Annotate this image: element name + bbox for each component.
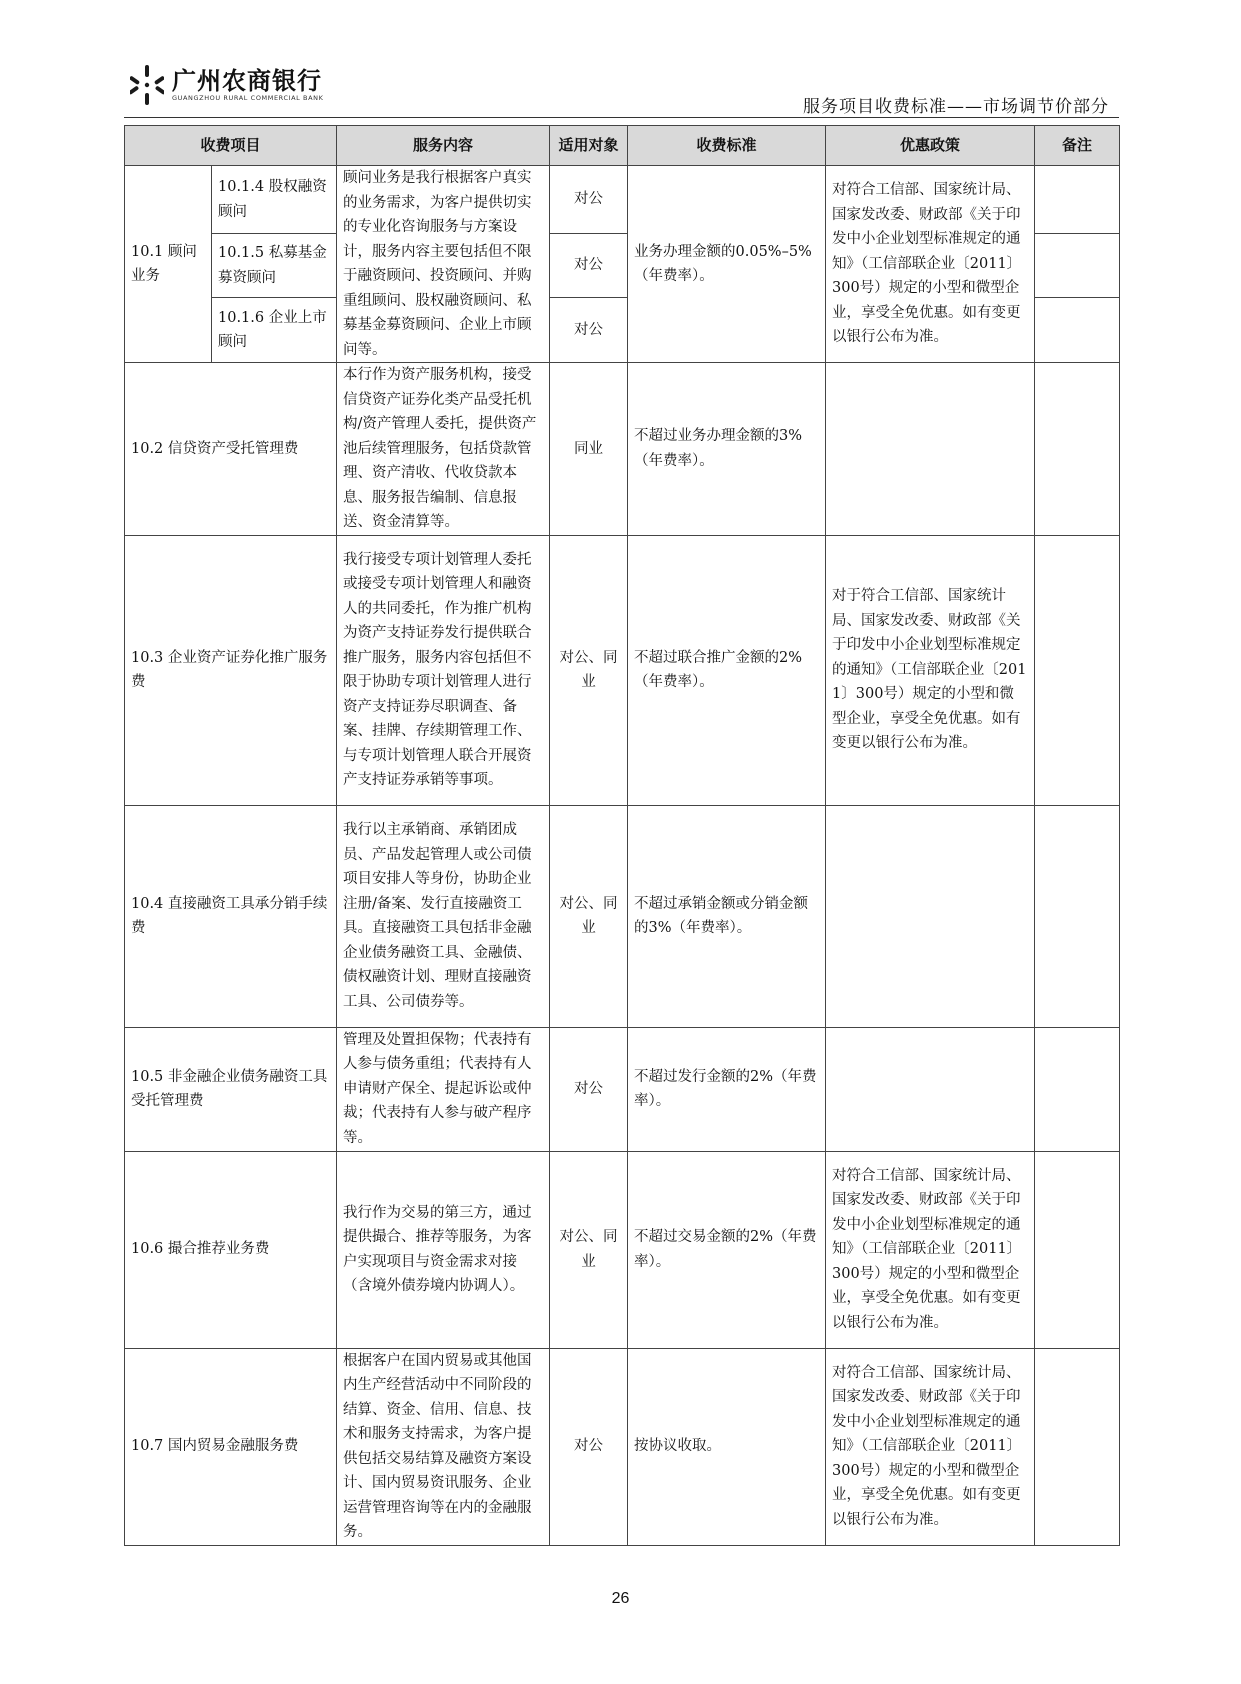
logo-name-cn: 广州农商银行 [172, 66, 322, 95]
header-remarks: 备注 [1035, 126, 1120, 166]
fee-table [124, 125, 1120, 1546]
sub-item-label: 10.1.6 企业上市顾问 [212, 298, 337, 363]
table-header-row [125, 126, 1120, 166]
fee-item-label: 10.6 撮合推荐业务费 [125, 1151, 337, 1348]
fee-item-label: 10.2 信贷资产受托管理费 [125, 363, 337, 536]
remarks-cell [1035, 1348, 1120, 1545]
target-cell: 对公 [550, 1348, 628, 1545]
section-title: 服务项目收费标准——市场调节价部分 [803, 97, 1109, 117]
header-fee-standard: 收费标准 [628, 126, 826, 166]
service-content: 我行接受专项计划管理人委托或接受专项计划管理人和融资人的共同委托，作为推广机构为资产支持证券发行提供联合推广服务，服务内容包括但不限于协助专项计划管理人进行资产支持证券尽职调查、备案、挂牌、存续期管理工作、与专项计划管理人联合开展资产支持证券承销等事项。 [337, 535, 550, 805]
target-cell: 对公 [550, 1027, 628, 1151]
fee-standard: 不超过承销金额或分销金额的3%（年费率）。 [628, 805, 826, 1027]
table-row [125, 1151, 1120, 1348]
target-cell: 对公 [550, 298, 628, 363]
target-cell: 同业 [550, 363, 628, 536]
remarks-cell [1035, 535, 1120, 805]
header-divider [124, 117, 1119, 118]
service-content: 根据客户在国内贸易或其他国内生产经营活动中不同阶段的结算、资金、信用、信息、技术和服务支持需求，为客户提供包括交易结算及融资方案设计、国内贸易资讯服务、企业运营管理咨询等在内的金融服务。 [337, 1348, 550, 1545]
discount-policy [826, 805, 1035, 1027]
remarks-cell [1035, 1027, 1120, 1151]
remarks-cell [1035, 363, 1120, 536]
target-cell: 对公、同业 [550, 1151, 628, 1348]
fee-standard: 按协议收取。 [628, 1348, 826, 1545]
target-cell: 对公、同业 [550, 535, 628, 805]
service-content: 管理及处置担保物；代表持有人参与债务重组；代表持有人申请财产保全、提起诉讼或仲裁；代表持有人参与破产程序等。 [337, 1027, 550, 1151]
header-discount-policy: 优惠政策 [826, 126, 1035, 166]
fee-standard: 不超过联合推广金额的2%（年费率）。 [628, 535, 826, 805]
discount-policy: 对符合工信部、国家统计局、国家发改委、财政部《关于印发中小企业划型标准规定的通知》（工信部联企业〔2011〕300号）规定的小型和微型企业，享受全免优惠。如有变更以银行公布为准。 [826, 1151, 1035, 1348]
group-label: 10.1 顾问业务 [125, 166, 212, 363]
service-content: 顾问业务是我行根据客户真实的业务需求，为客户提供切实的专业化咨询服务与方案设计，服务内容主要包括但不限于融资顾问、投资顾问、并购重组顾问、股权融资顾问、私募基金募资顾问、企业上市顾问等。 [337, 166, 550, 363]
discount-policy: 对于符合工信部、国家统计局、国家发改委、财政部《关于印发中小企业划型标准规定的通知》（工信部联企业〔2011〕300号）规定的小型和微型企业，享受全免优惠。如有变更以银行公布为准。 [826, 535, 1035, 805]
table-row [125, 166, 1120, 234]
fee-standard: 不超过业务办理金额的3%（年费率）。 [628, 363, 826, 536]
discount-policy: 对符合工信部、国家统计局、国家发改委、财政部《关于印发中小企业划型标准规定的通知》（工信部联企业〔2011〕300号）规定的小型和微型企业，享受全免优惠。如有变更以银行公布为准。 [826, 1348, 1035, 1545]
sub-item-label: 10.1.4 股权融资顾问 [212, 166, 337, 234]
remarks-cell [1035, 1151, 1120, 1348]
table-row [125, 1348, 1120, 1545]
fee-item-label: 10.4 直接融资工具承分销手续费 [125, 805, 337, 1027]
remarks-cell [1035, 805, 1120, 1027]
header-target: 适用对象 [550, 126, 628, 166]
fee-item-label: 10.7 国内贸易金融服务费 [125, 1348, 337, 1545]
fee-standard: 业务办理金额的0.05%–5%（年费率）。 [628, 166, 826, 363]
target-cell: 对公、同业 [550, 805, 628, 1027]
service-content: 我行作为交易的第三方，通过提供撮合、推荐等服务，为客户实现项目与资金需求对接（含境外债券境内协调人）。 [337, 1151, 550, 1348]
table-row [125, 805, 1120, 1027]
remarks-cell [1035, 298, 1120, 363]
fee-item-label: 10.3 企业资产证券化推广服务费 [125, 535, 337, 805]
discount-policy [826, 1027, 1035, 1151]
page-number: 26 [611, 1590, 630, 1607]
fee-item-label: 10.5 非金融企业债务融资工具受托管理费 [125, 1027, 337, 1151]
service-content: 我行以主承销商、承销团成员、产品发起管理人或公司债项目安排人等身份，协助企业注册/备案、发行直接融资工具。直接融资工具包括非金融企业债务融资工具、金融债、债权融资计划、理财直接融资工具、公司债券等。 [337, 805, 550, 1027]
sub-item-label: 10.1.5 私募基金募资顾问 [212, 234, 337, 298]
target-cell: 对公 [550, 166, 628, 234]
logo-name-en: GUANGZHOU RURAL COMMERCIAL BANK [172, 93, 324, 102]
fee-standard: 不超过发行金额的2%（年费率）。 [628, 1027, 826, 1151]
remarks-cell [1035, 166, 1120, 234]
fee-standard: 不超过交易金额的2%（年费率）。 [628, 1151, 826, 1348]
remarks-cell [1035, 234, 1120, 298]
service-content: 本行作为资产服务机构，接受信贷资产证券化类产品受托机构/资产管理人委托，提供资产池后续管理服务，包括贷款管理、资产清收、代收贷款本息、服务报告编制、信息报送、资金清算等。 [337, 363, 550, 536]
table-row [125, 1027, 1120, 1151]
discount-policy: 对符合工信部、国家统计局、国家发改委、财政部《关于印发中小企业划型标准规定的通知》（工信部联企业〔2011〕300号）规定的小型和微型企业，享受全免优惠。如有变更以银行公布为准。 [826, 166, 1035, 363]
bank-logo [130, 60, 323, 110]
table-row [125, 363, 1120, 536]
target-cell: 对公 [550, 234, 628, 298]
header-fee-item: 收费项目 [125, 126, 337, 166]
discount-policy [826, 363, 1035, 536]
bank-logo-icon [130, 63, 164, 107]
table-row [125, 535, 1120, 805]
header-service-content: 服务内容 [337, 126, 550, 166]
